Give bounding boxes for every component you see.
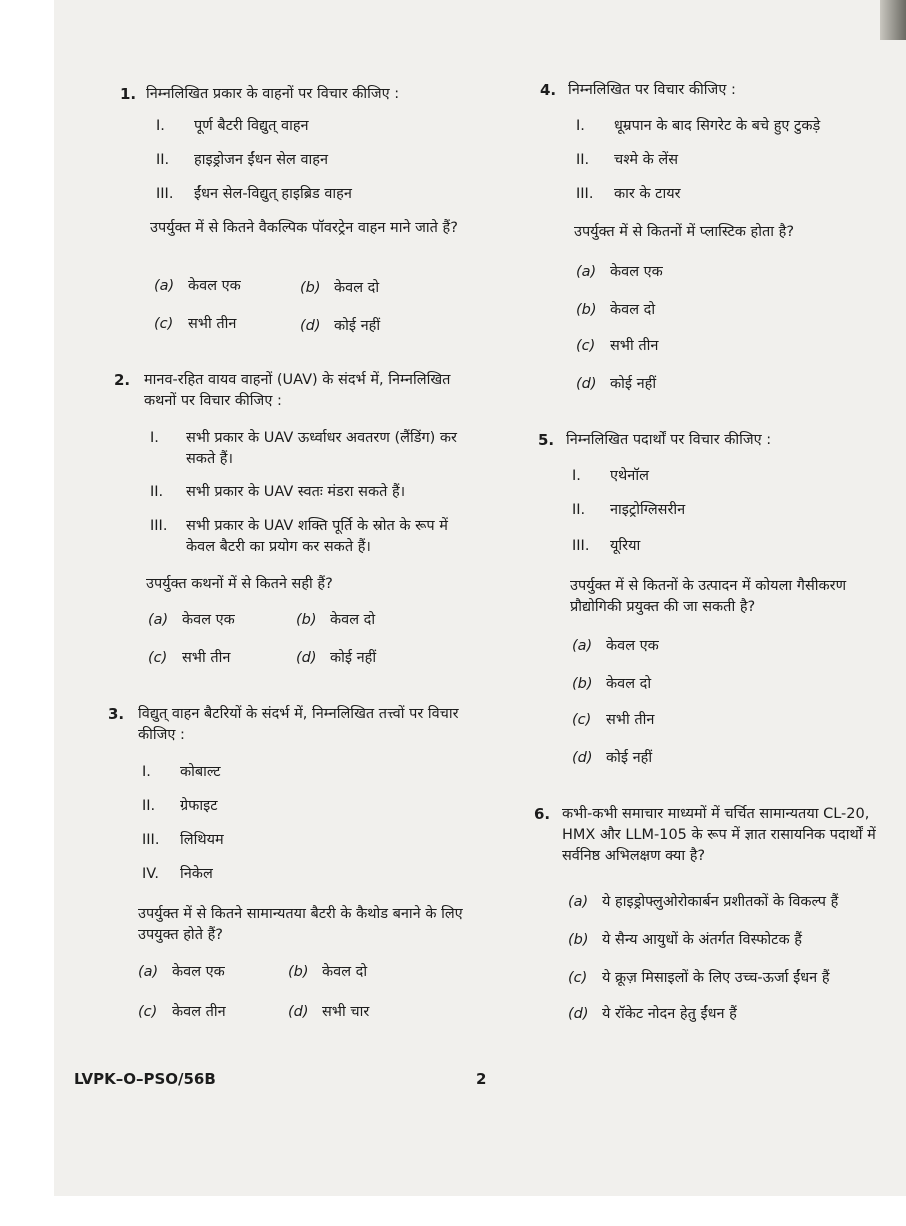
option-d[interactable]: (d) ये रॉकेट नोदन हेतु ईंधन हैं xyxy=(568,1006,737,1022)
option-c[interactable]: (c) केवल तीन xyxy=(138,1004,226,1020)
statement: I. कोबाल्ट xyxy=(142,764,221,780)
statement: II. ग्रेफाइट xyxy=(142,798,218,814)
question-prompt: उपर्युक्त में से कितने सामान्यतया बैटरी के कैथोड बनाने के लिए उपयुक्त होते हैं? xyxy=(138,906,463,943)
question-stem: मानव-रहित वायव वाहनों (UAV) के संदर्भ में, निम्नलिखित कथनों पर विचार कीजिए : xyxy=(144,372,451,409)
statement: I. पूर्ण बैटरी विद्युत् वाहन xyxy=(156,118,309,134)
option-b[interactable]: (b) केवल दो xyxy=(572,676,652,692)
option-c[interactable]: (c) ये क्रूज़ मिसाइलों के लिए उच्च-ऊर्जा ईंधन हैं xyxy=(568,970,830,986)
statement: I. सभी प्रकार के UAV ऊर्ध्वाधर अवतरण (लैंडिंग) कर सकते हैं। xyxy=(150,430,457,467)
statement: III. लिथियम xyxy=(142,832,224,848)
option-a[interactable]: (a) केवल एक xyxy=(576,264,663,280)
question-stem: निम्नलिखित प्रकार के वाहनों पर विचार कीजिए : xyxy=(146,86,400,102)
option-b[interactable]: (b) ये सैन्य आयुधों के अंतर्गत विस्फोटक हैं xyxy=(568,932,802,948)
question-number: 5. xyxy=(538,431,555,449)
question-stem: निम्नलिखित पर विचार कीजिए : xyxy=(568,82,736,98)
option-a[interactable]: (a) ये हाइड्रोफ्लुओरोकार्बन प्रशीतकों के विकल्प हैं xyxy=(568,894,839,910)
option-d[interactable]: (d) कोई नहीं xyxy=(576,376,657,392)
option-b[interactable]: (b) केवल दो xyxy=(288,964,368,980)
statement: I. एथेनॉल xyxy=(572,468,649,484)
statement: III. ईंधन सेल-विद्युत् हाइब्रिड वाहन xyxy=(156,186,352,202)
statement: II. नाइट्रोग्लिसरीन xyxy=(572,502,686,518)
option-d[interactable]: (d) कोई नहीं xyxy=(300,318,381,334)
statement: III. कार के टायर xyxy=(576,186,681,202)
question-prompt: उपर्युक्त में से कितनों के उत्पादन में कोयला गैसीकरण प्रौद्योगिकी प्रयुक्त की जा सकती है? xyxy=(570,578,847,615)
question-stem: कभी-कभी समाचार माध्यमों में चर्चित सामान्यतया CL-20, HMX और LLM-105 के रूप में ज्ञात रासायनिक पदार्थों में सर्वनिष्ठ अभिलक्षण क्या है? xyxy=(562,806,876,864)
question-number: 3. xyxy=(108,705,125,723)
question-number: 1. xyxy=(120,85,137,103)
option-c[interactable]: (c) सभी तीन xyxy=(148,650,231,666)
statement: III. सभी प्रकार के UAV शक्ति पूर्ति के स्रोत के रूप में केवल बैटरी का प्रयोग कर सकते हैं। xyxy=(150,518,448,555)
option-a[interactable]: (a) केवल एक xyxy=(154,278,241,294)
option-b[interactable]: (b) केवल दो xyxy=(296,612,376,628)
booklet-code: LVPK–O–PSO/56B xyxy=(74,1070,216,1088)
option-a[interactable]: (a) केवल एक xyxy=(138,964,225,980)
question-stem: विद्युत् वाहन बैटरियों के संदर्भ में, निम्नलिखित तत्त्वों पर विचार कीजिए : xyxy=(138,706,459,743)
question-prompt: उपर्युक्त कथनों में से कितने सही हैं? xyxy=(146,576,333,592)
option-d[interactable]: (d) कोई नहीं xyxy=(572,750,653,766)
option-c[interactable]: (c) सभी तीन xyxy=(572,712,655,728)
option-c[interactable]: (c) सभी तीन xyxy=(576,338,659,354)
question-number: 6. xyxy=(534,805,551,823)
question-number: 2. xyxy=(114,371,131,389)
page-number: 2 xyxy=(476,1070,487,1088)
paper-edge xyxy=(880,0,906,40)
option-c[interactable]: (c) सभी तीन xyxy=(154,316,237,332)
statement: II. सभी प्रकार के UAV स्वतः मंडरा सकते हैं। xyxy=(150,484,406,500)
statement: II. चश्मे के लेंस xyxy=(576,152,679,168)
question-prompt: उपर्युक्त में से कितनों में प्लास्टिक होता है? xyxy=(574,224,795,240)
option-a[interactable]: (a) केवल एक xyxy=(572,638,659,654)
option-a[interactable]: (a) केवल एक xyxy=(148,612,235,628)
statement: II. हाइड्रोजन ईंधन सेल वाहन xyxy=(156,152,329,168)
question-prompt: उपर्युक्त में से कितने वैकल्पिक पॉवरट्रेन वाहन माने जाते हैं? xyxy=(150,220,458,236)
option-d[interactable]: (d) सभी चार xyxy=(288,1004,370,1020)
statement: I. धूम्रपान के बाद सिगरेट के बचे हुए टुकड़े xyxy=(576,118,821,134)
question-number: 4. xyxy=(540,81,557,99)
option-d[interactable]: (d) कोई नहीं xyxy=(296,650,377,666)
option-b[interactable]: (b) केवल दो xyxy=(300,280,380,296)
question-stem: निम्नलिखित पदार्थों पर विचार कीजिए : xyxy=(566,432,772,448)
statement: III. यूरिया xyxy=(572,538,641,554)
statement: IV. निकेल xyxy=(142,866,213,882)
option-b[interactable]: (b) केवल दो xyxy=(576,302,656,318)
